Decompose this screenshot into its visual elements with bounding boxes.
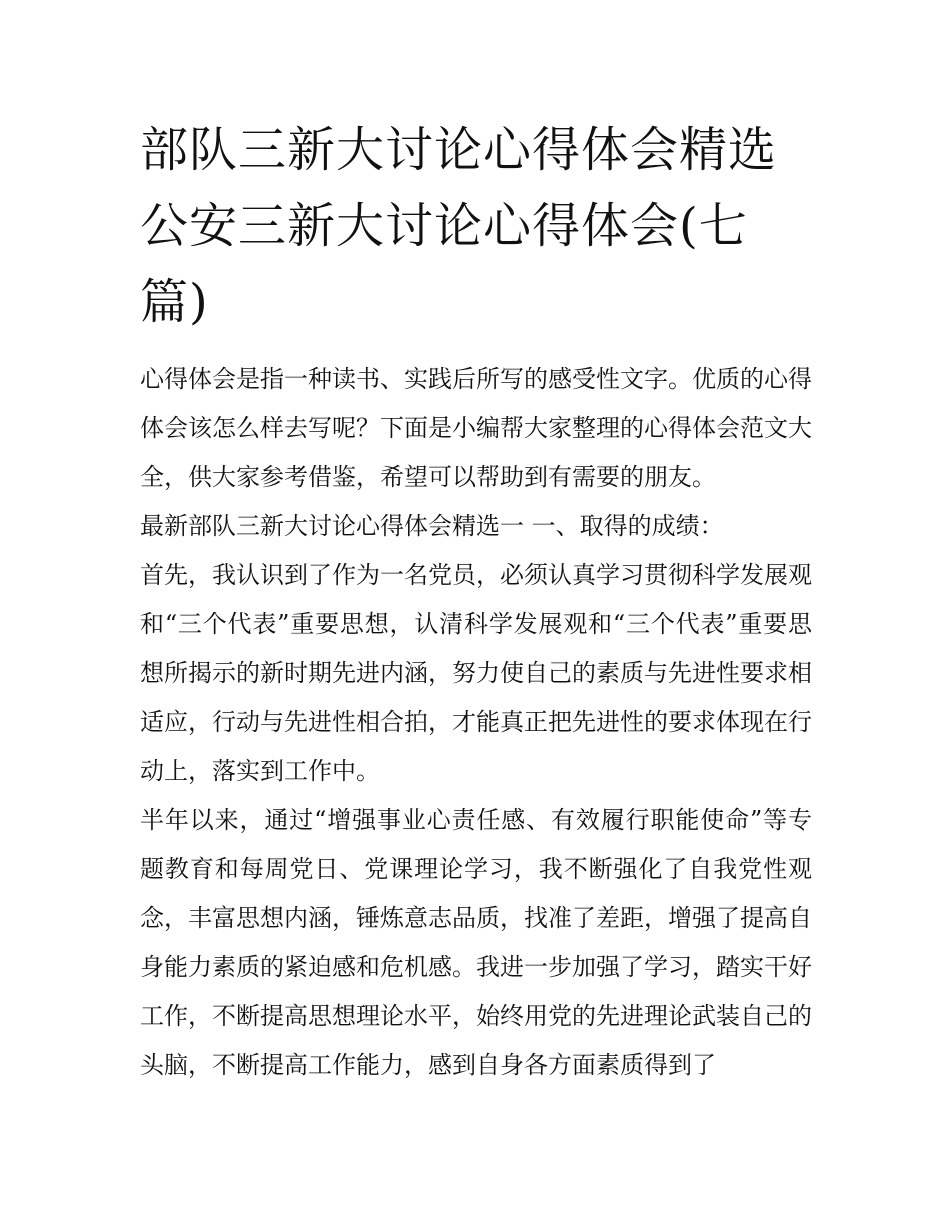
section-heading-paragraph: 最新部队三新大讨论心得体会精选一 一、取得的成绩：: [140, 512, 724, 540]
document-page: [140, 112, 812, 1090]
intro-paragraph: 心得体会是指一种读书、实践后所写的感受性文字。优质的心得体会该怎么样去写呢？下面是小编帮大家整理的心得体会范文大全，供大家参考借鉴，希望可以帮助到有需要的朋友。: [140, 365, 812, 491]
body-paragraph: 半年以来，通过“增强事业心责任感、有效履行职能使命”等专题教育和每周党日、党课理论学习，我不断强化了自我党性观念，丰富思想内涵，锤炼意志品质，找准了差距，增强了提高自身能力素质的紧迫感和危机感。我进一步加强了学习，踏实干好工作，不断提高思想理论水平，始终用党的先进理论武装自己的头脑，不断提高工作能力，感到自身各方面素质得到了: [140, 806, 812, 1079]
document-title: 部队三新大讨论心得体会精选公安三新大讨论心得体会(七篇): [140, 122, 778, 330]
document-body: [140, 355, 812, 1090]
body-paragraph: 首先，我认识到了作为一名党员，必须认真学习贯彻科学发展观和“三个代表”重要思想，认清科学发展观和“三个代表”重要思想所揭示的新时期先进内涵，努力使自己的素质与先进性要求相适应，行动与先进性相合拍，才能真正把先进性的要求体现在行动上，落实到工作中。: [140, 561, 812, 785]
